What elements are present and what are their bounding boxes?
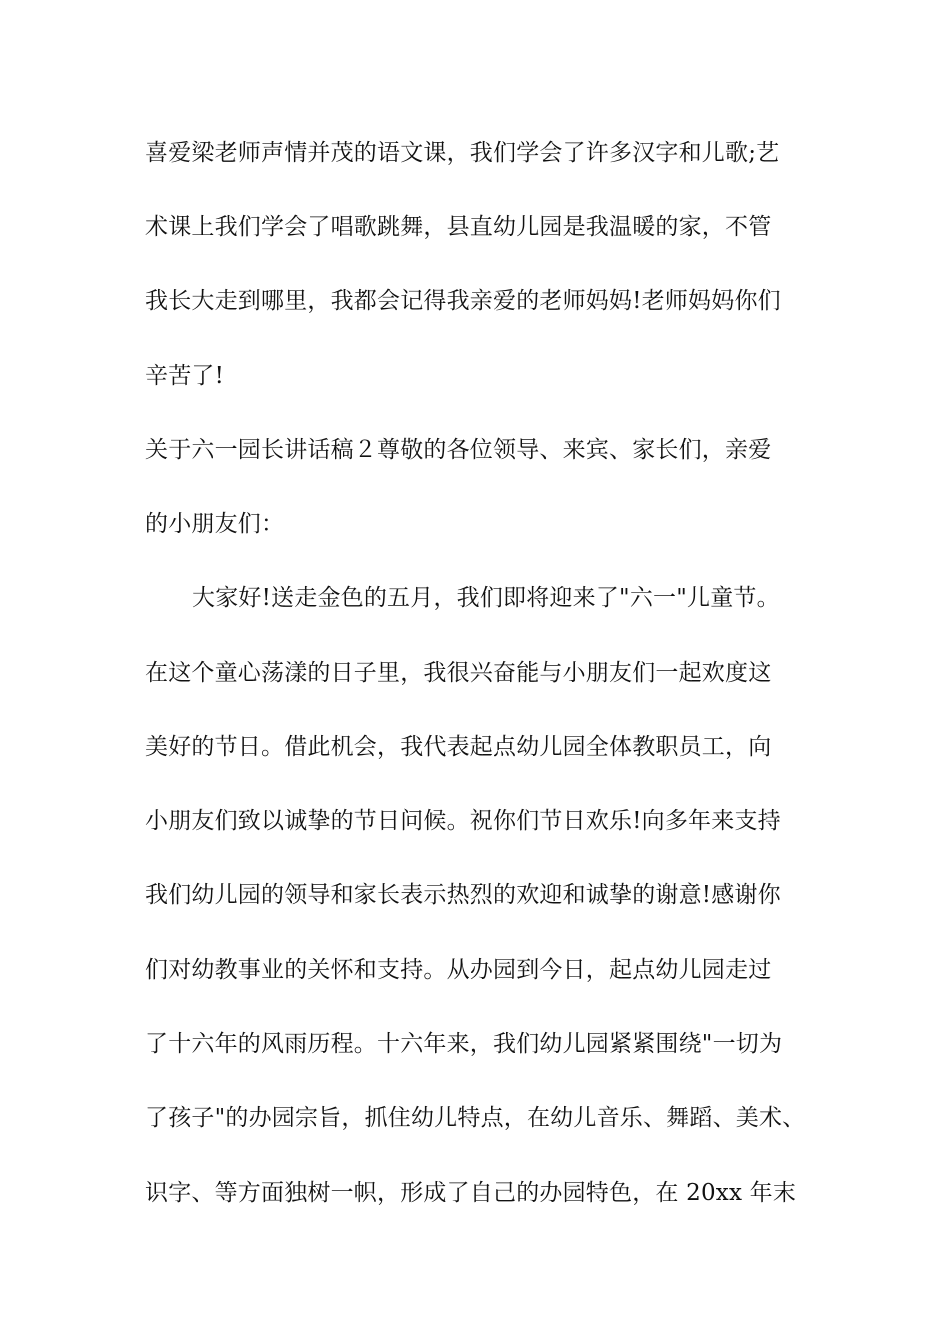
text-line: 美好的节日。借此机会，我代表起点幼儿园全体教职员工，向 — [145, 734, 772, 760]
paragraph-heading-line: 关于六一园长讲话稿２尊敬的各位领导、来宾、家长们，亲爱 — [145, 437, 772, 463]
text-line: 喜爱梁老师声情并茂的语文课，我们学会了许多汉字和儿歌;艺 — [145, 140, 780, 166]
paragraph-first-line: 大家好!送走金色的五月，我们即将迎来了"六一"儿童节。 — [192, 585, 780, 611]
text-line: 在这个童心荡漾的日子里，我很兴奋能与小朋友们一起欢度这 — [145, 660, 772, 686]
text-line: 术课上我们学会了唱歌跳舞，县直幼儿园是我温暖的家，不管 — [145, 214, 772, 240]
text-line: 了孩子"的办园宗旨，抓住幼儿特点，在幼儿音乐、舞蹈、美术、 — [145, 1105, 806, 1131]
text-line: 我们幼儿园的领导和家长表示热烈的欢迎和诚挚的谢意!感谢你 — [145, 882, 781, 908]
text-line: 们对幼教事业的关怀和支持。从办园到今日，起点幼儿园走过 — [145, 957, 772, 983]
text-line: 我长大走到哪里，我都会记得我亲爱的老师妈妈!老师妈妈你们 — [145, 288, 781, 314]
text-line: 的小朋友们： — [145, 511, 285, 537]
text-line: 了十六年的风雨历程。十六年来，我们幼儿园紧紧围绕"一切为 — [145, 1031, 783, 1057]
text-line: 辛苦了! — [145, 363, 225, 389]
text-line: 识字、等方面独树一帜，形成了自己的办园特色，在 20xx 年末 — [145, 1180, 797, 1206]
text-line: 小朋友们致以诚挚的节日问候。祝你们节日欢乐!向多年来支持 — [145, 808, 781, 834]
